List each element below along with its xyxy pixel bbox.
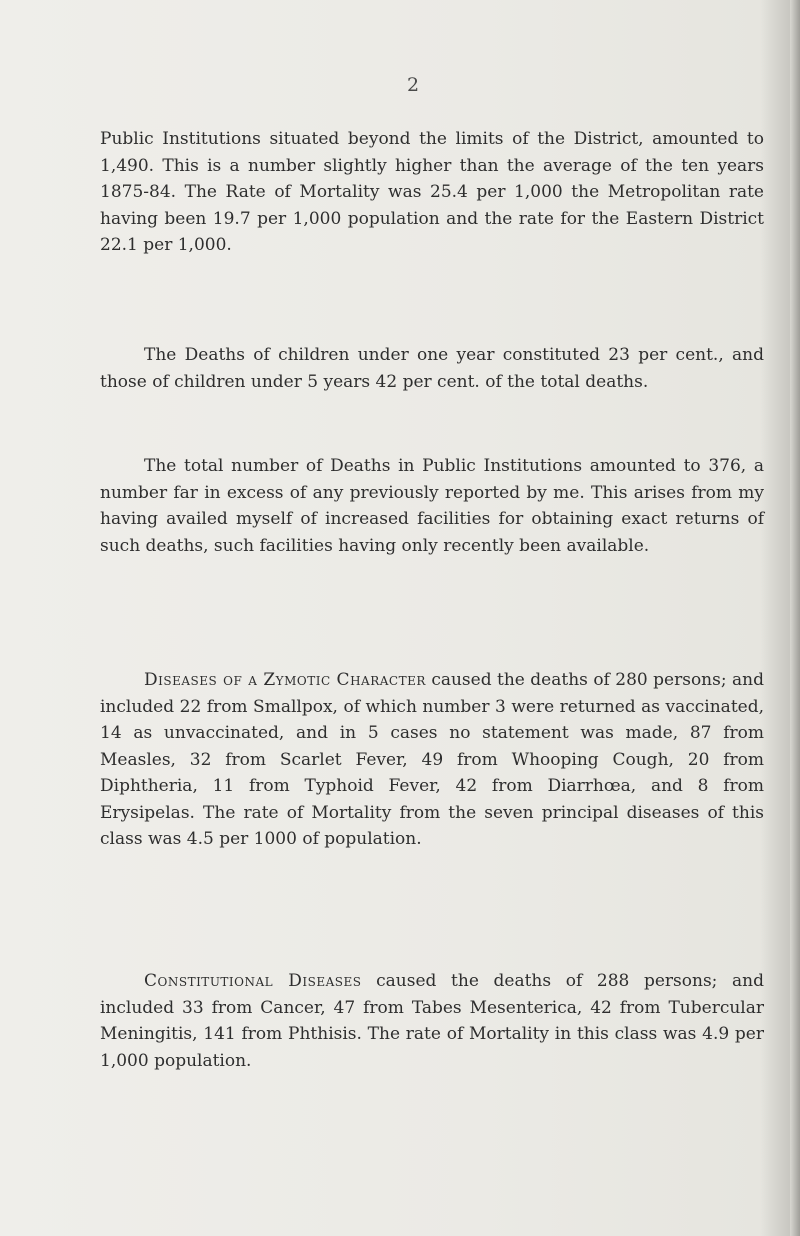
paragraph-public-institution-deaths [100,453,764,559]
paragraph-text: caused the deaths of 280 persons; and included 22 from Smallpox, of which number 3 were returned as vaccinated, 14 as unvaccinated, and in 5 cases no statement was made, 87 from Measles, 32 from Scarlet Fever, 49 from Whooping Cough, 20 from Diphtheria, 11 from Typhoid Fever, 42 from Diarrhœa, and 8 from Erysipelas. The rate of Mortality from the seven principal diseases of this class was 4.5 per 1000 of population. [100,670,764,849]
paragraph-mortality-overview [100,126,764,259]
paragraph-text: The total number of Deaths in Public Institutions amounted to 376, a number far in excess of any previously reported by me. This arises from my having availed myself of increased facilities for obtaining exact returns of such deaths, such facilities having only recently been available. [100,456,764,556]
page-edge-shadow [790,0,800,1236]
section-heading-constitutional: Constitutional Diseases [144,971,362,991]
paragraph-constitutional-diseases [100,968,764,1074]
paragraph-zymotic-diseases [100,667,764,853]
paragraph-child-deaths [100,342,764,395]
paragraph-text: The Deaths of children under one year constituted 23 per cent., and those of children under 5 years 42 per cent. of the total deaths. [100,345,764,392]
page-number: 2 [407,74,420,96]
paragraph-text: Public Institutions situated beyond the limits of the District, amounted to 1,490. This is a number slightly higher than the average of the ten years 1875-84. The Rate of Mortality was 25.4 per 1,000 the Metropolitan rate having been 19.7 per 1,000 population and the rate for the Eastern District 22.1 per 1,000. [100,129,764,255]
section-heading-zymotic: Diseases of a Zymotic Character [144,670,426,690]
paragraph-text: caused the deaths of 288 persons; and included 33 from Cancer, 47 from Tabes Mesenterica, 42 from Tubercular Meningitis, 141 from Phthisis. The rate of Mortality in this class was 4.9 per 1,000 population. [100,971,764,1071]
